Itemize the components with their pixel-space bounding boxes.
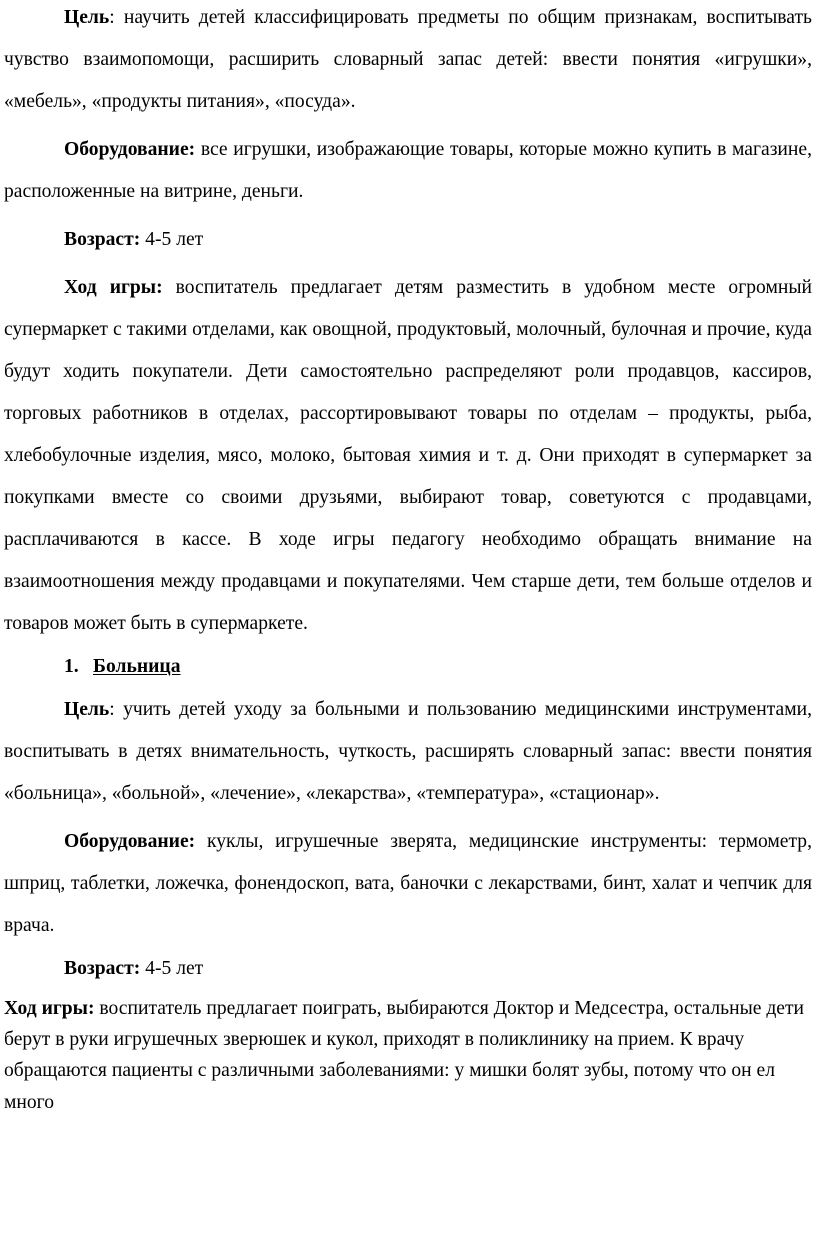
hospital-age-label: Возраст:: [64, 958, 141, 979]
hospital-gameplay-label: Ход игры:: [4, 998, 95, 1019]
goal-paragraph: [0, 0, 816, 123]
section-heading: [0, 646, 816, 688]
gameplay-paragraph: [0, 267, 816, 645]
hospital-gameplay-text: воспитатель предлагает поиграть, выбираются Доктор и Медсестра, остальные дети берут в руки игрушечных зверюшек и кукол, приходят в поликлинику на прием. К врачу обращаются пациенты с различными заболеваниями: у мишки болят зубы, потому что он ел много: [4, 998, 805, 1113]
age-label: Возраст:: [64, 229, 141, 250]
section-title: Больница: [93, 656, 181, 677]
hospital-age-text: 4-5 лет: [140, 958, 204, 979]
hospital-gameplay-paragraph: [0, 993, 816, 1118]
hospital-equipment-paragraph: [0, 821, 816, 947]
hospital-equipment-label: Оборудование:: [64, 831, 196, 852]
age-paragraph: [0, 219, 816, 261]
gameplay-label: Ход игры:: [64, 277, 163, 298]
equipment-label: Оборудование:: [64, 139, 196, 160]
equipment-paragraph: [0, 129, 816, 213]
goal-text: : научить детей классифицировать предметы по общим признакам, воспитывать чувство взаимопомощи, расширить словарный запас детей: ввести понятия «игрушки», «мебель», «продукты питания», «посуда».: [4, 7, 812, 112]
hospital-goal-text: : учить детей уходу за больными и пользованию медицинскими инструментами, воспитывать в детях внимательность, чуткость, расширять словарный запас: ввести понятия «больница», «больной», «лечение», «лекарства», «температура», «стационар».: [4, 699, 812, 804]
hospital-age-paragraph: [0, 948, 816, 990]
age-text: 4-5 лет: [140, 229, 204, 250]
gameplay-text: воспитатель предлагает детям разместить в удобном месте огромный супермаркет с такими отделами, как овощной, продуктовый, молочный, булочная и прочие, куда будут ходить покупатели. Дети самостоятельно распределяют роли продавцов, кассиров, торговых работников в отделах, рассортировывают товары по отделам – продукты, рыба, хлебобулочные изделия, мясо, молоко, бытовая химия и т. д. Они приходят в супермаркет за покупками вместе со своими друзьями, выбирают товар, советуются с продавцами, расплачиваются в кассе. В ходе игры педагогу необходимо обращать внимание на взаимоотношения между продавцами и покупателями. Чем старше дети, тем больше отделов и товаров может быть в супермаркете.: [4, 277, 813, 634]
equipment-text: все игрушки, изображающие товары, которые можно купить в магазине, расположенные на витрине, деньги.: [4, 139, 812, 202]
hospital-goal-label: Цель: [64, 699, 110, 720]
section-number: 1.: [64, 656, 79, 677]
goal-label: Цель: [64, 7, 110, 28]
hospital-goal-paragraph: [0, 689, 816, 815]
hospital-equipment-text: куклы, игрушечные зверята, медицинские инструменты: термометр, шприц, таблетки, ложечка, фонендоскоп, вата, баночки с лекарствами, бинт, халат и чепчик для врача.: [4, 831, 812, 936]
